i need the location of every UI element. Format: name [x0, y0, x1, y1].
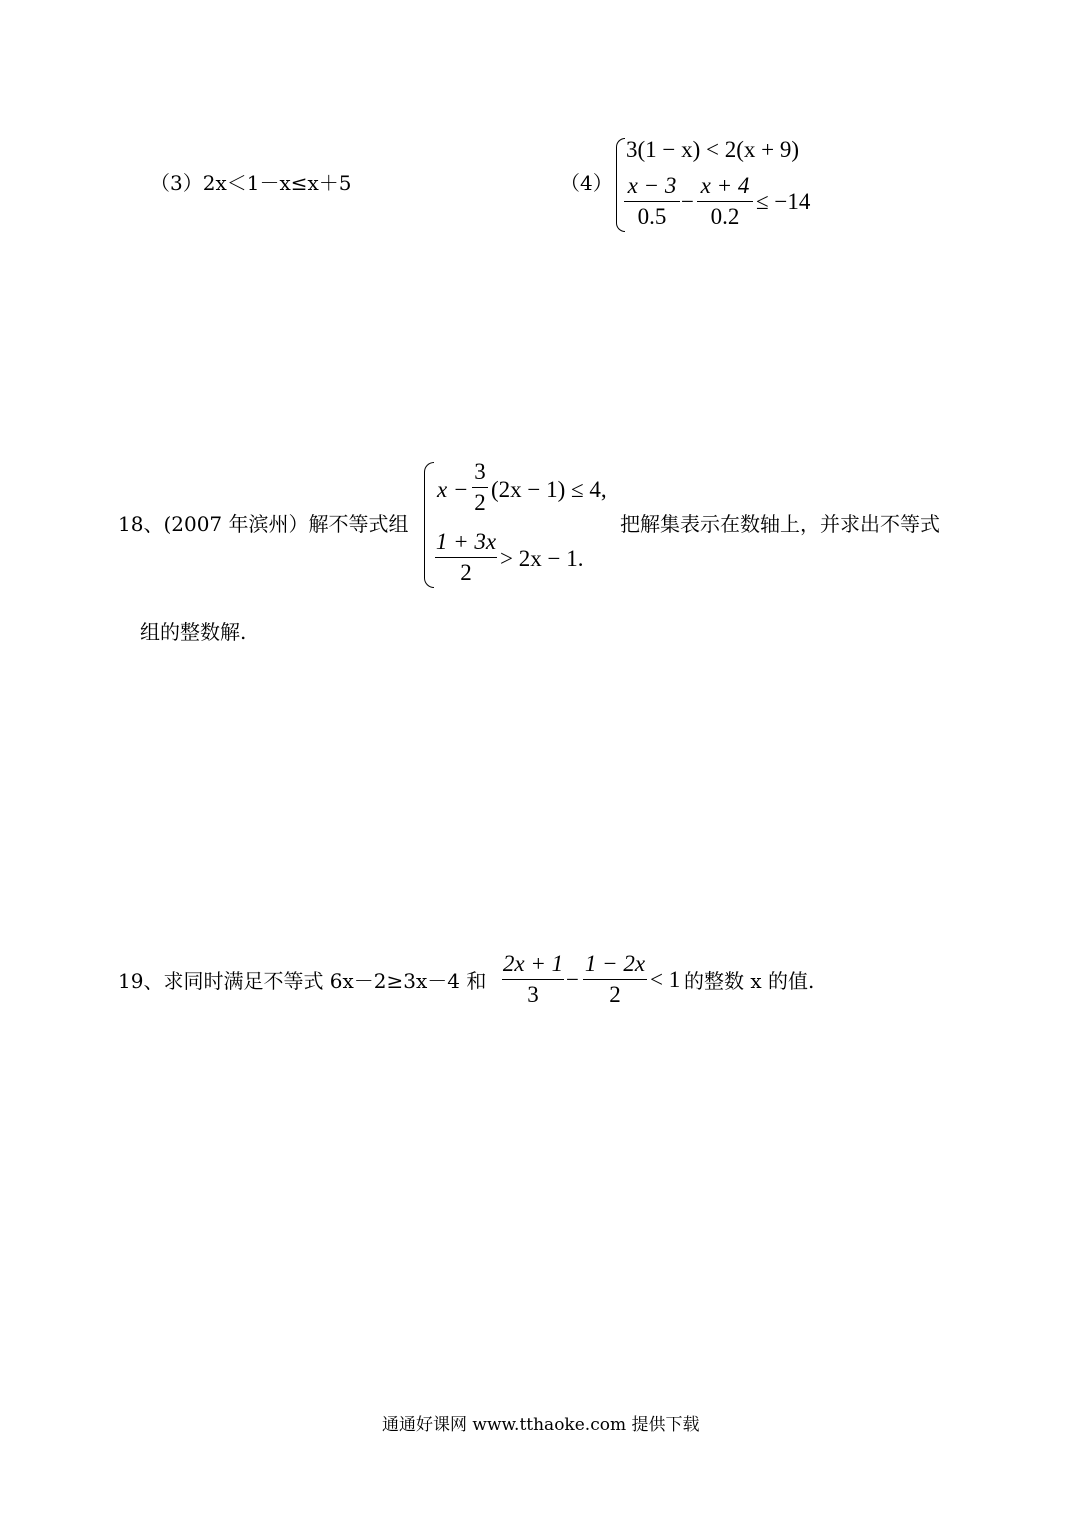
problem-4-fraction-2-numerator: x + 4: [700, 173, 750, 198]
problem-18-fraction-numerator: 3: [474, 459, 486, 484]
fraction-bar: [624, 201, 680, 202]
problem-4-fraction-1-numerator: x − 3: [627, 173, 677, 198]
problem-4-fraction-1-denominator: 0.5: [637, 204, 667, 229]
problem-18-line1-end: (2x − 1) ≤ 4,: [491, 477, 607, 502]
problem-19-fraction-2-denominator: 2: [609, 982, 621, 1007]
problem-18-suffix: 把解集表示在数轴上，并求出不等式: [620, 512, 940, 536]
problem-19-fraction-2: [583, 951, 647, 1008]
problem-18-fraction-denominator: 2: [474, 490, 486, 515]
problem-4-line1: 3(1 − x) < 2(x + 9): [626, 137, 800, 162]
problem-3: [150, 171, 352, 195]
problem-19-suffix: 的整数 x 的值.: [684, 969, 815, 993]
fraction-bar: [472, 487, 488, 488]
problem-19-fraction-1: [502, 951, 564, 1008]
fraction-bar: [583, 979, 647, 980]
problem-19-tail: < 1: [650, 967, 681, 992]
problem-18-line2-numerator: 1 + 3x: [435, 529, 497, 554]
problem-4-label: （4）: [560, 171, 613, 195]
problem-4-fraction-2-denominator: 0.2: [710, 204, 740, 229]
problem-18-prefix: 18、(2007 年滨州）解不等式组: [118, 512, 409, 536]
problem-19-prefix: 19、求同时满足不等式 6x－2≥3x－4 和: [118, 969, 487, 993]
problem-19-fraction-1-denominator: 3: [527, 982, 539, 1007]
problem-4-tail: ≤ −14: [756, 189, 811, 214]
problem-18-fraction-2: [435, 529, 497, 586]
problem-3-expression: 2x＜1－x≤x＋5: [202, 171, 352, 195]
problem-4-minus: −: [681, 189, 694, 214]
problem-18-line2-denominator: 2: [460, 560, 472, 585]
problem-19-minus: −: [566, 967, 579, 992]
fraction-bar: [435, 557, 497, 558]
problem-18-fraction: [472, 459, 488, 516]
fraction-bar: [502, 979, 564, 980]
problem-3-label: （3）: [150, 171, 203, 195]
problem-18-continuation: 组的整数解.: [140, 620, 247, 644]
problem-4-fraction-1: [624, 173, 680, 230]
problem-18-brace: [424, 462, 434, 588]
problem-18-line1-start: x −: [437, 477, 469, 502]
problem-4-fraction-2: [697, 173, 753, 230]
problem-18-line2-end: > 2x − 1.: [500, 546, 584, 571]
problem-19-fraction-1-numerator: 2x + 1: [502, 951, 564, 976]
problem-19-fraction-2-numerator: 1 − 2x: [584, 951, 646, 976]
fraction-bar: [697, 201, 753, 202]
footer-text: 通通好课网 www.tthaoke.com 提供下载: [382, 1415, 700, 1435]
